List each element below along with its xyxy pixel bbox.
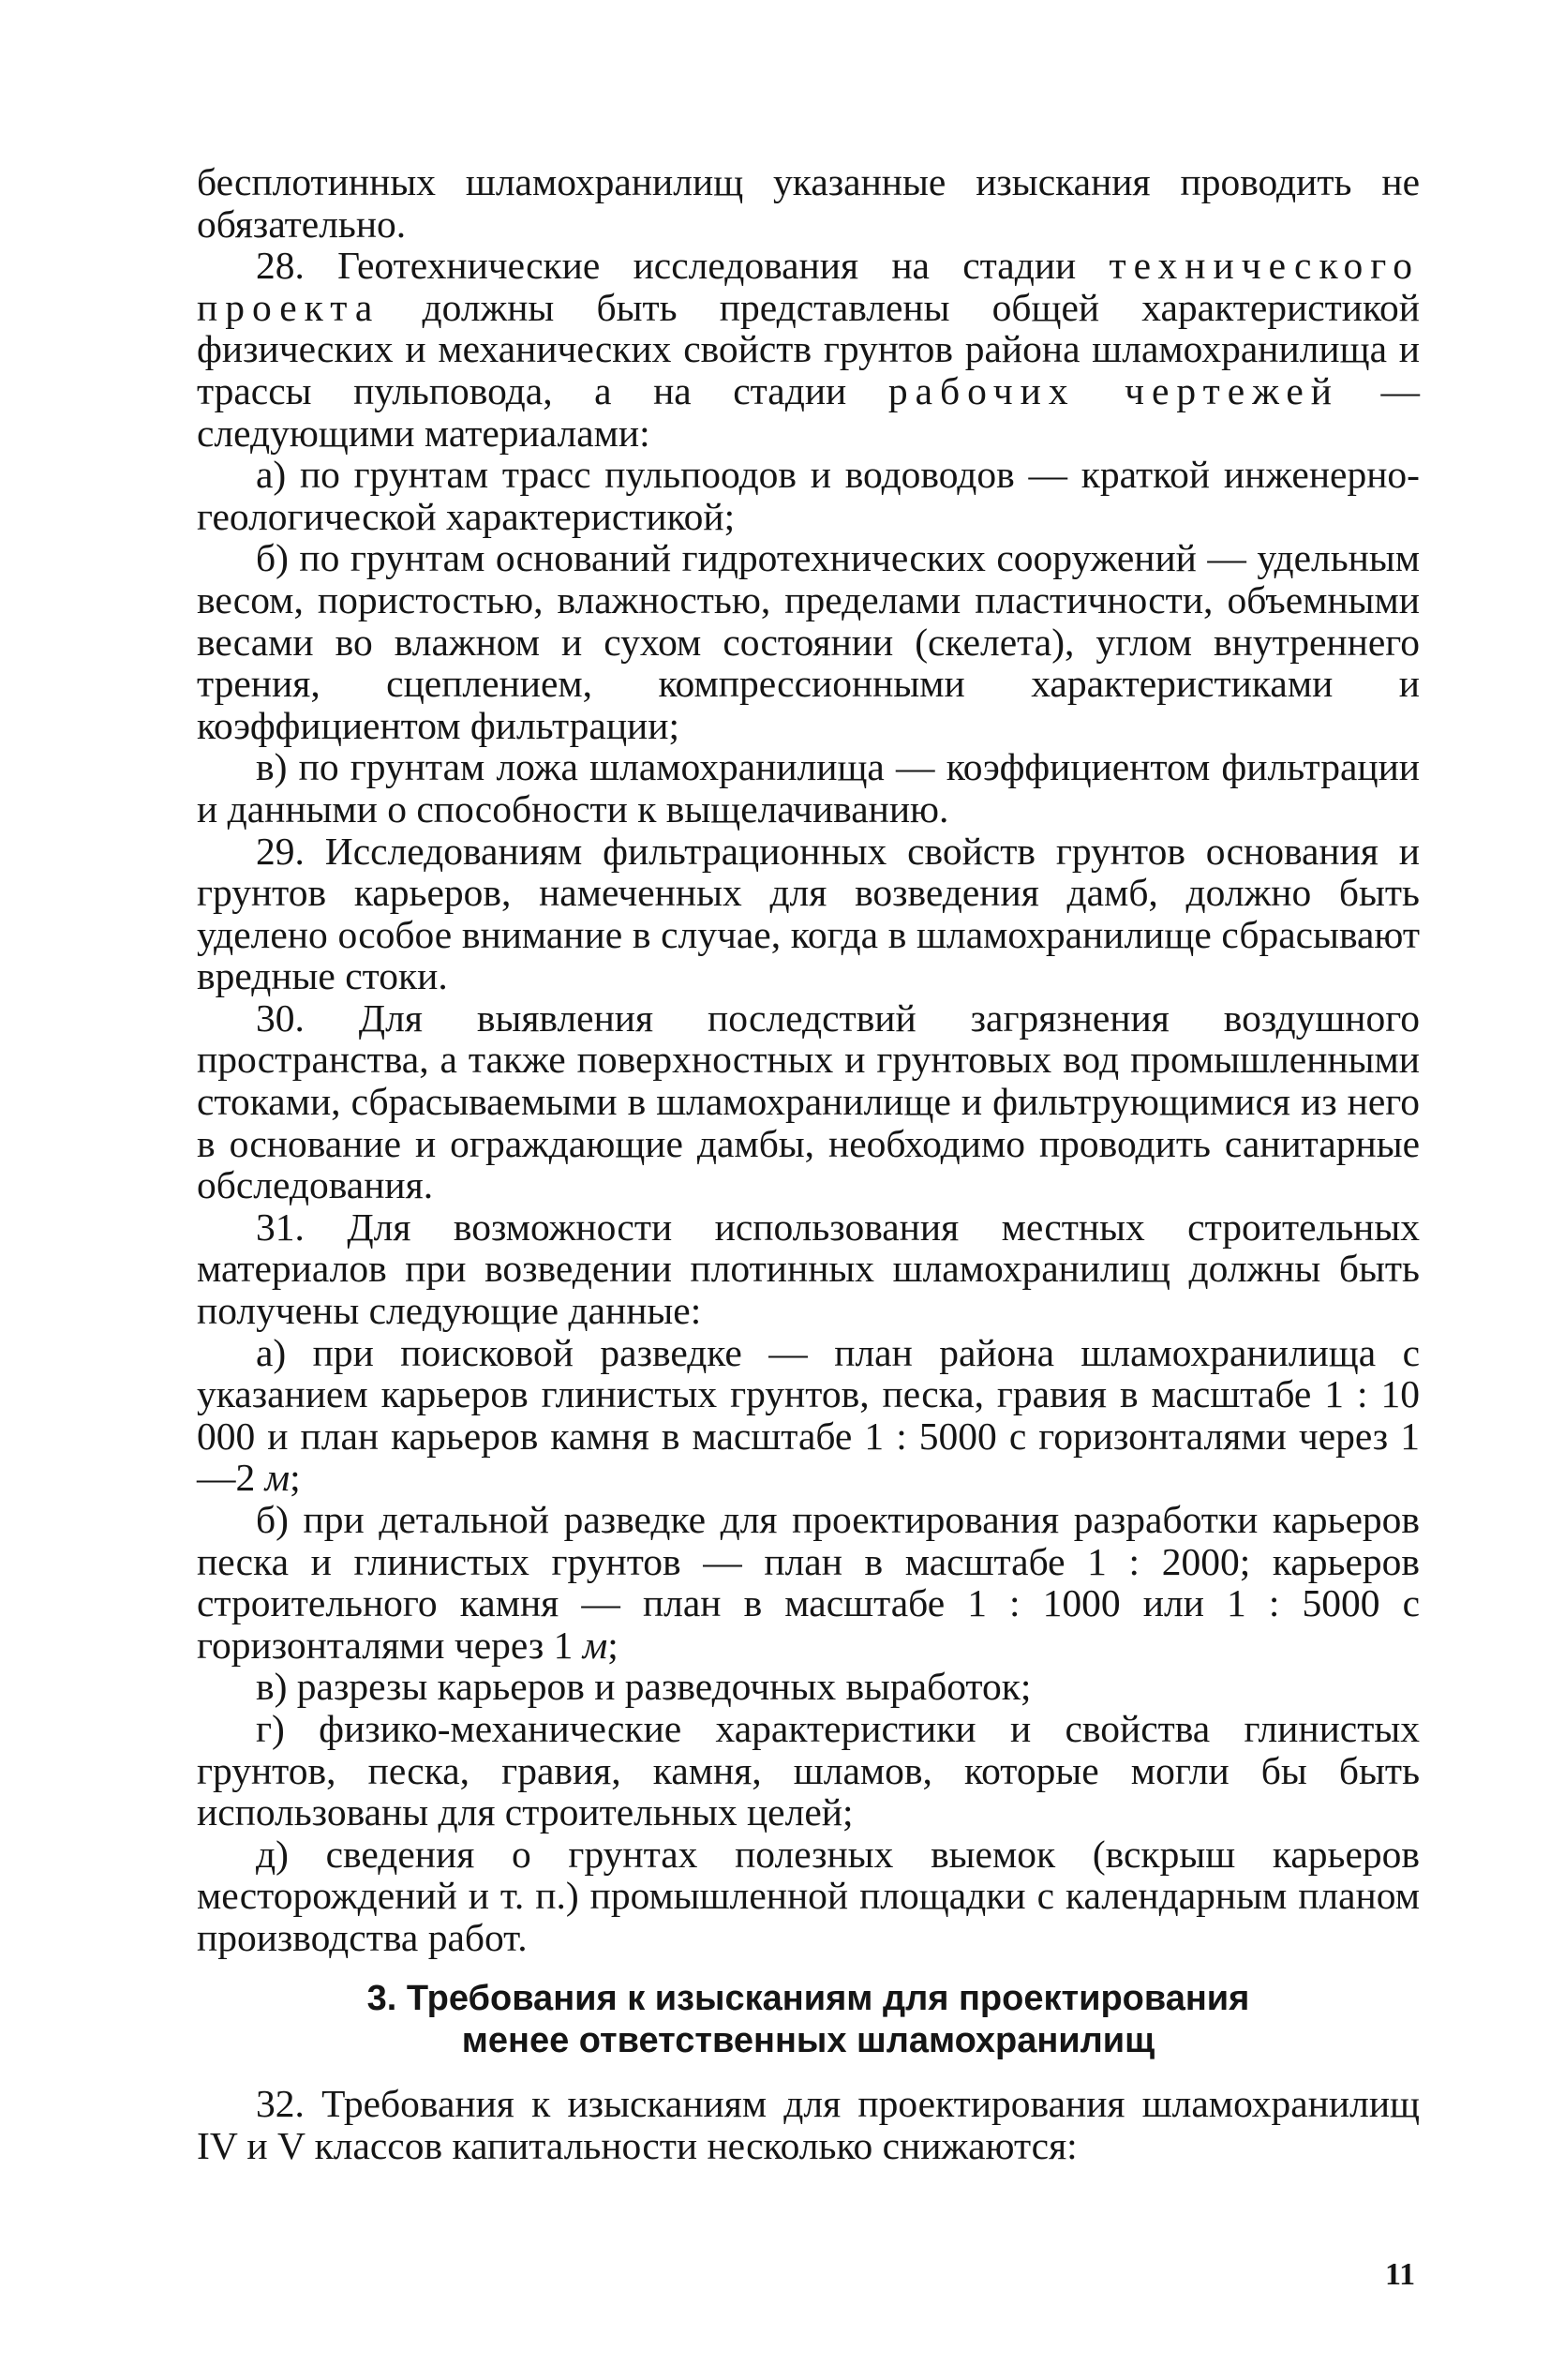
paragraph-p31a-part-0: а) при поисковой разведке — план района шламохранилища с указанием карьеров глинистых грунтов, песка, гравия в масштабе 1 : 10 000 и план карьеров камня в масштабе 1 : 5000 с горизонталями через 1—2 bbox=[197, 1330, 1420, 1500]
section-heading-line-1: 3. Требования к изысканиям для проектирования bbox=[366, 1979, 1250, 2018]
paragraph-p31g: г) физико-механические характеристики и свойства глинистых грунтов, песка, гравия, камня, шламов, которые могли бы быть использованы для строительных целей; bbox=[197, 1706, 1420, 1834]
paragraph-p28-part-0: 28. Геотехнические исследования на стадии bbox=[256, 244, 1110, 288]
paragraph-32: 32. Требования к изысканиям для проектирования шламохранилищ IV и V классов капитальности несколько снижаются: bbox=[197, 2082, 1420, 2167]
paragraph-p31v: в) разрезы карьеров и разведочных выработок; bbox=[256, 1665, 1032, 1709]
paragraph-p28v: в) по грунтам ложа шламохранилища — коэффициентом фильтрации и данными о способности к выщелачиванию. bbox=[197, 745, 1420, 831]
paragraph-p31: 31. Для возможности использования местных строительных материалов при возведении плотинных шламохранилищ должны быть получены следующие данные: bbox=[197, 1205, 1420, 1333]
paragraph-p31b-part-1: м bbox=[582, 1623, 608, 1667]
page-number: 11 bbox=[1385, 2257, 1416, 2292]
paragraph-p31a-part-1: м bbox=[264, 1456, 291, 1500]
paragraph-p28-part-2: должны быть представлены общей характеристикой физических и механических свойств грунтов района шламохранилища и трассы пульповода, а на стадии bbox=[197, 285, 1420, 412]
paragraph-p31a bbox=[197, 1332, 1420, 1499]
body-text bbox=[197, 161, 1420, 1959]
paragraph-p31b-part-0: б) при детальной разведке для проектирования разработки карьеров песка и глинистых грунтов — план в масштабе 1 : 2000; карьеров строительного камня — план в масштабе 1 : 1000 или 1 : 5000 с горизонталями через 1 bbox=[197, 1498, 1420, 1667]
paragraph-p31b bbox=[197, 1499, 1420, 1666]
paragraph-p31b-part-2: ; bbox=[607, 1623, 619, 1667]
paragraph-p28 bbox=[197, 245, 1420, 454]
section-heading-line-2: менее ответственных шламохранилищ bbox=[461, 2021, 1155, 2060]
paragraph-p28-part-3: рабочих чертежей bbox=[887, 368, 1339, 412]
section-heading bbox=[197, 1978, 1420, 2062]
paragraph-p28-part-1: технического проекта bbox=[197, 244, 1420, 329]
paragraph-p28a: а) по грунтам трасс пульпоодов и водоводов — краткой инженерно-геологической характеристикой; bbox=[197, 453, 1420, 538]
paragraph-p30: 30. Для выявления последствий загрязнения воздушного пространства, а также поверхностных и грунтовых вод промышленными стоками, сбрасываемыми в шламохранилище и фильтрующимися из него в основание и ограждающие дамбы, необходимо проводить санитарные обследования. bbox=[197, 995, 1420, 1207]
paragraph-p31d: д) сведения о грунтах полезных выемок (вскрыш карьеров месторождений и т. п.) промышленной площадки с календарным планом производства работ. bbox=[197, 1832, 1420, 1959]
paragraph-p-cont: бесплотинных шламохранилищ указанные изыскания проводить не обязательно. bbox=[197, 160, 1420, 246]
paragraph-p28-part-4: — следующими материалами: bbox=[197, 368, 1420, 455]
paragraph-p29: 29. Исследованиям фильтрационных свойств грунтов основания и грунтов карьеров, намеченных для возведения дамб, должно быть уделено особое внимание в случае, когда в шламохранилище сбрасывают вредные стоки. bbox=[197, 829, 1420, 998]
paragraph-p31a-part-2: ; bbox=[290, 1456, 301, 1500]
closing-text bbox=[197, 2083, 1420, 2166]
paragraph-p28b: б) по грунтам оснований гидротехнических сооружений — удельным весом, пористостью, влажностью, пределами пластичности, объемными весами во влажном и сухом состоянии (скелета), углом внутреннего трения, сцеплением, компрессионными характеристиками и коэффициентом фильтрации; bbox=[197, 536, 1420, 747]
